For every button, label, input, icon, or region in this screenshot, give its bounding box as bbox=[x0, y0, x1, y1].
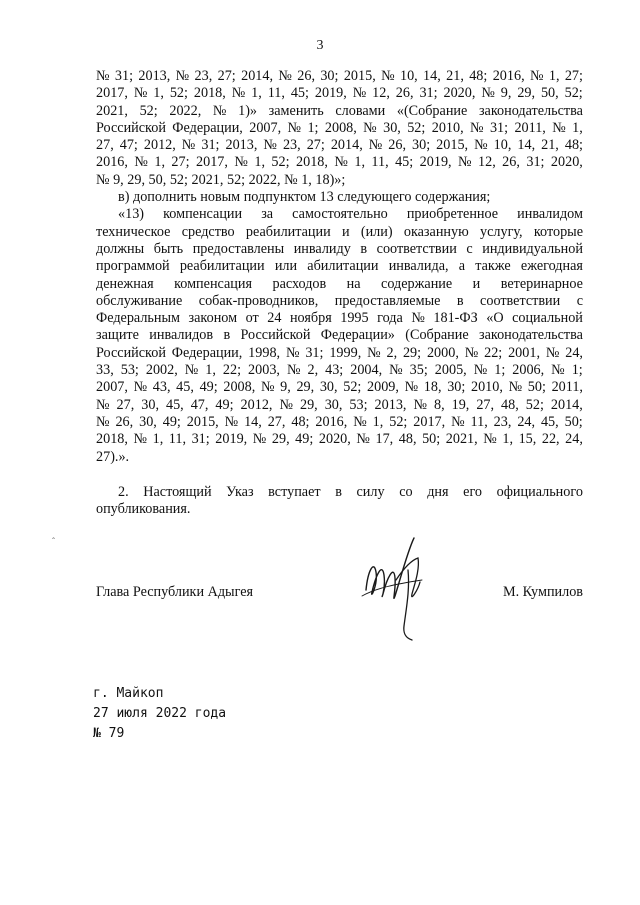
body-text-line: Российской Федерации, 2007, № 1; 2008, № 30, 52; 2010, № 31; 2011, № 1, bbox=[96, 119, 583, 136]
decree-resolution-paragraph bbox=[96, 484, 583, 519]
signatory-title: Глава Республики Адыгея bbox=[96, 584, 254, 600]
body-text-line: программой реабилитации или абилитации инвалида, а также ежегодная bbox=[96, 258, 583, 275]
body-text-line: № 31; 2013, № 23, 27; 2014, № 26, 30; 2015, № 10, 14, 21, 48; 2016, № 1, 27; bbox=[96, 68, 583, 84]
body-text-line: 2016, № 1, 27; 2017, № 1, 52; 2018, № 1, 11, 45; 2019, № 12, 26, 31; 2020, bbox=[96, 154, 583, 171]
page-number: 3 bbox=[316, 38, 324, 53]
scan-mark-icon: ˆ bbox=[52, 536, 55, 546]
body-text-line: должны быть предоставлены инвалиду в соответствии с индивидуальной bbox=[96, 240, 583, 257]
body-text-line: в) дополнить новым подпунктом 13 следующего содержания; bbox=[118, 189, 491, 206]
body-text-line: № 26, 30, 49; 2015, № 14, 27, 48; 2016, № 1, 52; 2017, № 11, 23, 24, 45, 50; bbox=[96, 413, 583, 430]
body-text-line: 2007, № 43, 45, 49; 2008, № 9, 29, 30, 52; 2009, № 18, 30; 2010, № 50; 2011, bbox=[96, 379, 583, 396]
body-text-line: 33, 53; 2002, № 1, 22; 2003, № 2, 43; 2004, № 35; 2005, № 1; 2006, № 1; bbox=[96, 362, 583, 379]
resolution-text-line: опубликования. bbox=[96, 501, 191, 518]
body-text-line: 27).». bbox=[96, 448, 130, 465]
decree-date: 27 июля 2022 года bbox=[93, 706, 227, 721]
body-text-line: «13) компенсации за самостоятельно приобретенное инвалидом bbox=[118, 206, 583, 223]
body-text-line: техническое средство реабилитации и (или) оказанную услугу, которые bbox=[96, 223, 583, 240]
handwritten-signature-icon bbox=[356, 530, 436, 650]
decree-number: № 79 bbox=[93, 726, 125, 741]
body-text-line: денежная компенсация расходов на содержание и ветеринарное bbox=[96, 275, 583, 292]
body-text-line: 2021, 52; 2022, № 1)» заменить словами «(Собрание законодательства bbox=[96, 102, 583, 119]
body-text-line: Российской Федерации, 1998, № 31; 1999, № 2, 29; 2000, № 22; 2001, № 24, bbox=[96, 344, 583, 361]
body-text-line: 2017, № 1, 52; 2018, № 1, 11, 45; 2019, № 12, 26, 31; 2020, № 9, 29, 50, 52; bbox=[96, 85, 583, 102]
body-text-line: 27, 47; 2012, № 31; 2013, № 23, 27; 2014, № 26, 30; 2015, № 10, 14, 21, 48; bbox=[96, 137, 583, 154]
body-text-line: 2018, № 1, 11, 31; 2019, № 29, 49; 2020, № 17, 48, 50; 2021, № 1, 15, 22, 24, bbox=[96, 431, 583, 448]
body-text-line: защите инвалидов в Российской Федерации» (Собрание законодательства bbox=[96, 327, 583, 344]
resolution-text-line: 2. Настоящий Указ вступает в силу со дня его официального bbox=[118, 484, 583, 500]
place-city: г. Майкоп bbox=[93, 686, 164, 701]
body-text-line: обслуживание собак-проводников, предоставляемые в соответствии с bbox=[96, 292, 583, 309]
body-text-line: Федеральным законом от 24 ноября 1995 года № 181-ФЗ «О социальной bbox=[96, 310, 583, 327]
decree-body-text bbox=[96, 68, 583, 466]
signatory-name: М. Кумпилов bbox=[502, 584, 583, 600]
place-date-number-block bbox=[93, 684, 226, 744]
body-text-line: № 9, 29, 50, 52; 2021, 52; 2022, № 1, 18)»; bbox=[96, 171, 346, 188]
body-text-line: № 27, 30, 45, 47, 49; 2012, № 29, 30, 53; 2013, № 8, 19, 27, 48, 52; 2014, bbox=[96, 396, 583, 413]
